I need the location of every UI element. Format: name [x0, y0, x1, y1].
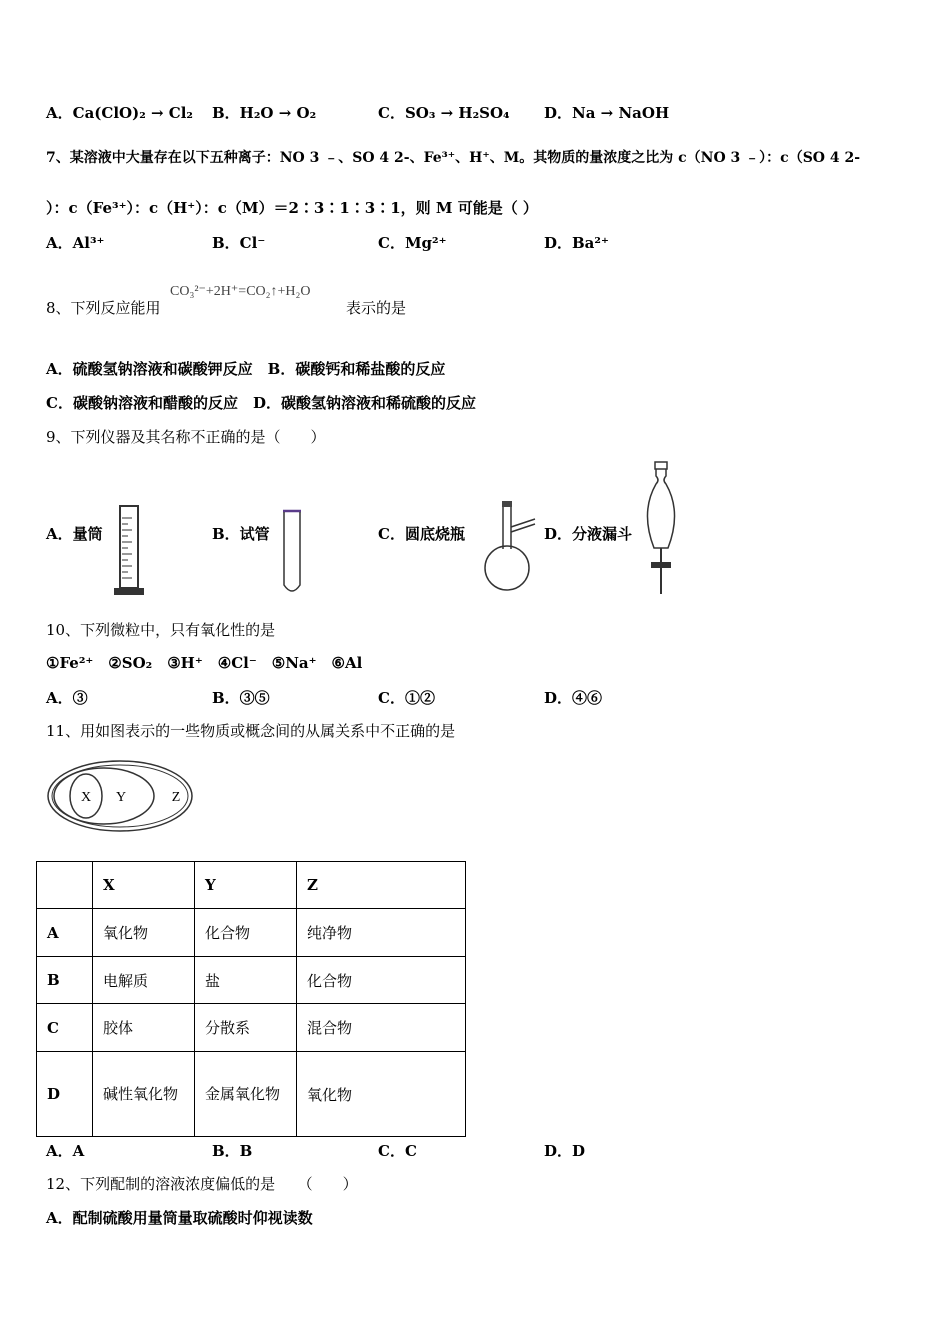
table-header-cell: Y [195, 862, 297, 909]
q7-stem-line2: ）：c（Fe³⁺）：c（H⁺）：c（M）＝2∶3∶1∶3∶1，则 M 可能是（ ） [46, 199, 538, 217]
q10-option-c: C．①② [378, 689, 435, 707]
q7-option-b: B．Cl⁻ [212, 234, 266, 252]
q8-stem-prefix: 8、下列反应能用 [46, 299, 161, 317]
table-cell: 纯净物 [297, 909, 466, 957]
q9-stem: 9、下列仪器及其名称不正确的是（ ） [46, 428, 326, 446]
q7-option-a: A．Al³⁺ [46, 234, 105, 252]
q8-options-ab: A．硫酸氢钠溶液和碳酸钾反应 B．碳酸钙和稀盐酸的反应 [46, 360, 446, 378]
test-tube-icon [280, 509, 304, 597]
table-cell: B [37, 957, 93, 1004]
q7-option-c: C．Mg²⁺ [378, 234, 447, 252]
q6-option-b: B．H₂O → O₂ [212, 104, 317, 122]
q6-option-a: A．Ca(ClO)₂ → Cl₂ [46, 104, 193, 122]
table-cell: 氧化物 [297, 1052, 466, 1137]
q7-stem-line1: 7、某溶液中大量存在以下五种离子：NO 3 ﹣、SO 4 2-、Fe³⁺、H⁺、M。其物质的量浓度之比为 c（NO 3 ﹣）：c（SO 4 2- [46, 150, 861, 166]
table-header-cell: X [93, 862, 195, 909]
table-cell: 电解质 [93, 957, 195, 1004]
table-row [37, 909, 466, 957]
graduated-cylinder-icon [112, 504, 148, 598]
q11-stem: 11、用如图表示的一些物质或概念间的从属关系中不正确的是 [46, 722, 456, 740]
q11-table [36, 861, 466, 1137]
table-cell: 化合物 [297, 957, 466, 1004]
table-cell: A [37, 909, 93, 957]
q8-options-cd: C．碳酸钠溶液和醋酸的反应 D．碳酸氢钠溶液和稀硫酸的反应 [46, 394, 476, 412]
table-cell: 金属氧化物 [195, 1052, 297, 1137]
q12-stem: 12、下列配制的溶液浓度偏低的是 （ ） [46, 1175, 358, 1193]
q9-option-a: A．量筒 [46, 525, 103, 543]
q10-option-b: B．③⑤ [212, 689, 270, 707]
q11-option-b: B．B [212, 1142, 253, 1160]
q10-particles: ①Fe²⁺ ②SO₂ ③H⁺ ④Cl⁻ ⑤Na⁺ ⑥Al [46, 654, 363, 672]
table-cell: 氧化物 [93, 909, 195, 957]
diagram-label-z: Z [171, 790, 181, 805]
table-cell: C [37, 1004, 93, 1052]
q8-stem-suffix: 表示的是 [346, 299, 407, 317]
q6-option-d: D．Na → NaOH [544, 104, 670, 122]
diagram-label-y: Y [115, 790, 127, 805]
q6-option-c: C．SO₃ → H₂SO₄ [378, 104, 510, 122]
table-cell: 盐 [195, 957, 297, 1004]
table-header-cell: Z [297, 862, 466, 909]
q7-option-d: D．Ba²⁺ [544, 234, 609, 252]
q10-option-a: A．③ [46, 689, 88, 707]
table-cell: 胶体 [93, 1004, 195, 1052]
flask-icon [478, 497, 538, 597]
table-cell: 混合物 [297, 1004, 466, 1052]
q9-option-b: B．试管 [212, 525, 270, 543]
q8-ionic-equation: CO₃²⁻+2H⁺=CO₂↑+H₂O [170, 284, 311, 299]
set-inclusion-diagram [44, 757, 200, 837]
q9-option-c: C．圆底烧瓶 [378, 525, 465, 543]
q11-option-d: D．D [544, 1142, 586, 1160]
table-row [37, 957, 466, 1004]
table-cell: 分散系 [195, 1004, 297, 1052]
table-cell: 碱性氧化物 [93, 1052, 195, 1137]
table-cell: 化合物 [195, 909, 297, 957]
table-header-cell [37, 862, 93, 909]
q9-option-d: D．分液漏斗 [544, 525, 633, 543]
table-row [37, 1004, 466, 1052]
table-row [37, 1052, 466, 1137]
q12-option-a: A．配制硫酸用量筒量取硫酸时仰视读数 [46, 1209, 313, 1227]
q10-option-d: D．④⑥ [544, 689, 603, 707]
q11-option-a: A．A [46, 1142, 85, 1160]
table-cell: D [37, 1052, 93, 1137]
separatory-funnel-icon [636, 460, 686, 598]
q11-option-c: C．C [378, 1142, 417, 1160]
diagram-label-x: X [80, 790, 92, 805]
q10-stem: 10、下列微粒中，只有氧化性的是 [46, 621, 276, 639]
